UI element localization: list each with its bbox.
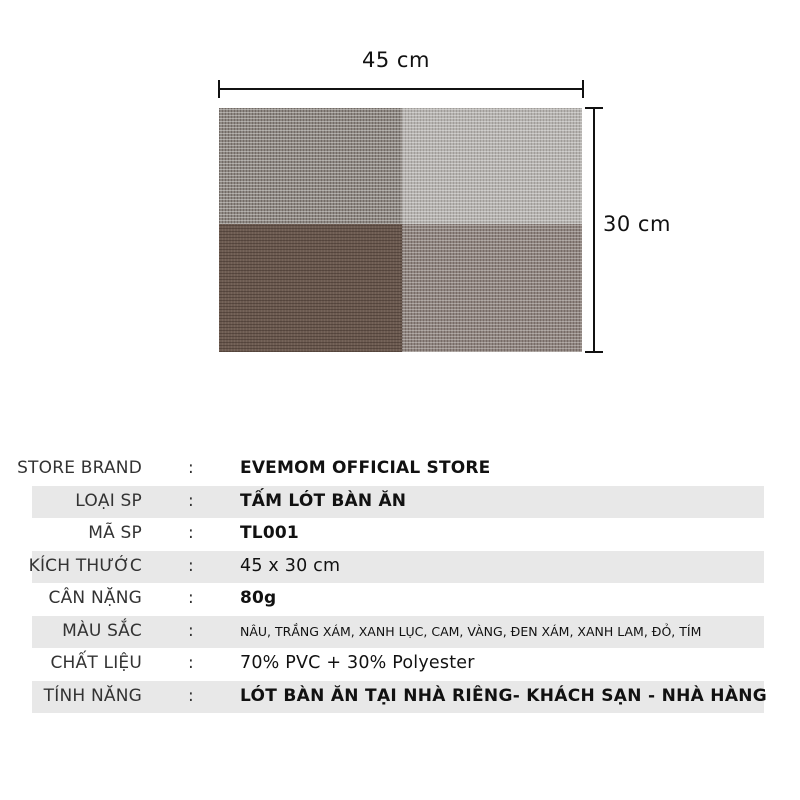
spec-key: STORE BRAND (17, 458, 142, 478)
spec-colon: : (188, 523, 194, 543)
spec-row-weight (32, 583, 764, 616)
height-dimension-label: 30 cm (603, 212, 671, 236)
placemat-image (219, 108, 582, 352)
spec-row-product-type (32, 486, 764, 519)
spec-colon: : (188, 458, 194, 478)
spec-key: CHẤT LIỆU (50, 653, 142, 673)
placemat-quadrant-bottom-left (219, 224, 402, 352)
spec-key: MÀU SẮC (62, 620, 142, 641)
spec-colon: : (188, 588, 194, 608)
placemat-quadrant-bottom-right (402, 224, 582, 352)
spec-row-store-brand (17, 453, 764, 486)
spec-row-colors (32, 616, 764, 649)
spec-row-features (32, 681, 768, 714)
spec-colon: : (188, 555, 194, 576)
spec-row-product-code (32, 518, 764, 551)
spec-key: MÃ SP (88, 523, 142, 543)
spec-colon: : (188, 685, 194, 706)
spec-value: LÓT BÀN ĂN TẠI NHÀ RIÊNG- KHÁCH SẠN - NHÀ HÀNG (240, 685, 768, 706)
spec-colon: : (188, 653, 194, 673)
spec-table (17, 453, 768, 713)
spec-value: TẤM LÓT BÀN ĂN (240, 490, 407, 511)
spec-colon: : (188, 490, 194, 511)
spec-key: CÂN NẶNG (48, 588, 142, 608)
spec-value: EVEMOM OFFICIAL STORE (240, 458, 491, 478)
spec-row-material (32, 648, 764, 681)
spec-value: 80g (240, 588, 277, 608)
placemat-quadrant-top-left (219, 108, 402, 224)
spec-value: 70% PVC + 30% Polyester (240, 653, 475, 673)
spec-key: KÍCH THƯỚC (28, 555, 142, 576)
spec-colon: : (188, 620, 194, 641)
width-dimension-label: 45 cm (362, 48, 430, 72)
spec-value: TL001 (240, 523, 299, 543)
spec-key: LOẠI SP (75, 490, 142, 511)
placemat-quadrant-top-right (402, 108, 582, 224)
spec-key: TÍNH NĂNG (43, 685, 142, 706)
spec-row-size (28, 551, 764, 584)
spec-value: NÂU, TRẮNG XÁM, XANH LỤC, CAM, VÀNG, ĐEN XÁM, XANH LAM, ĐỎ, TÍM (240, 623, 702, 639)
spec-value: 45 x 30 cm (240, 555, 341, 576)
